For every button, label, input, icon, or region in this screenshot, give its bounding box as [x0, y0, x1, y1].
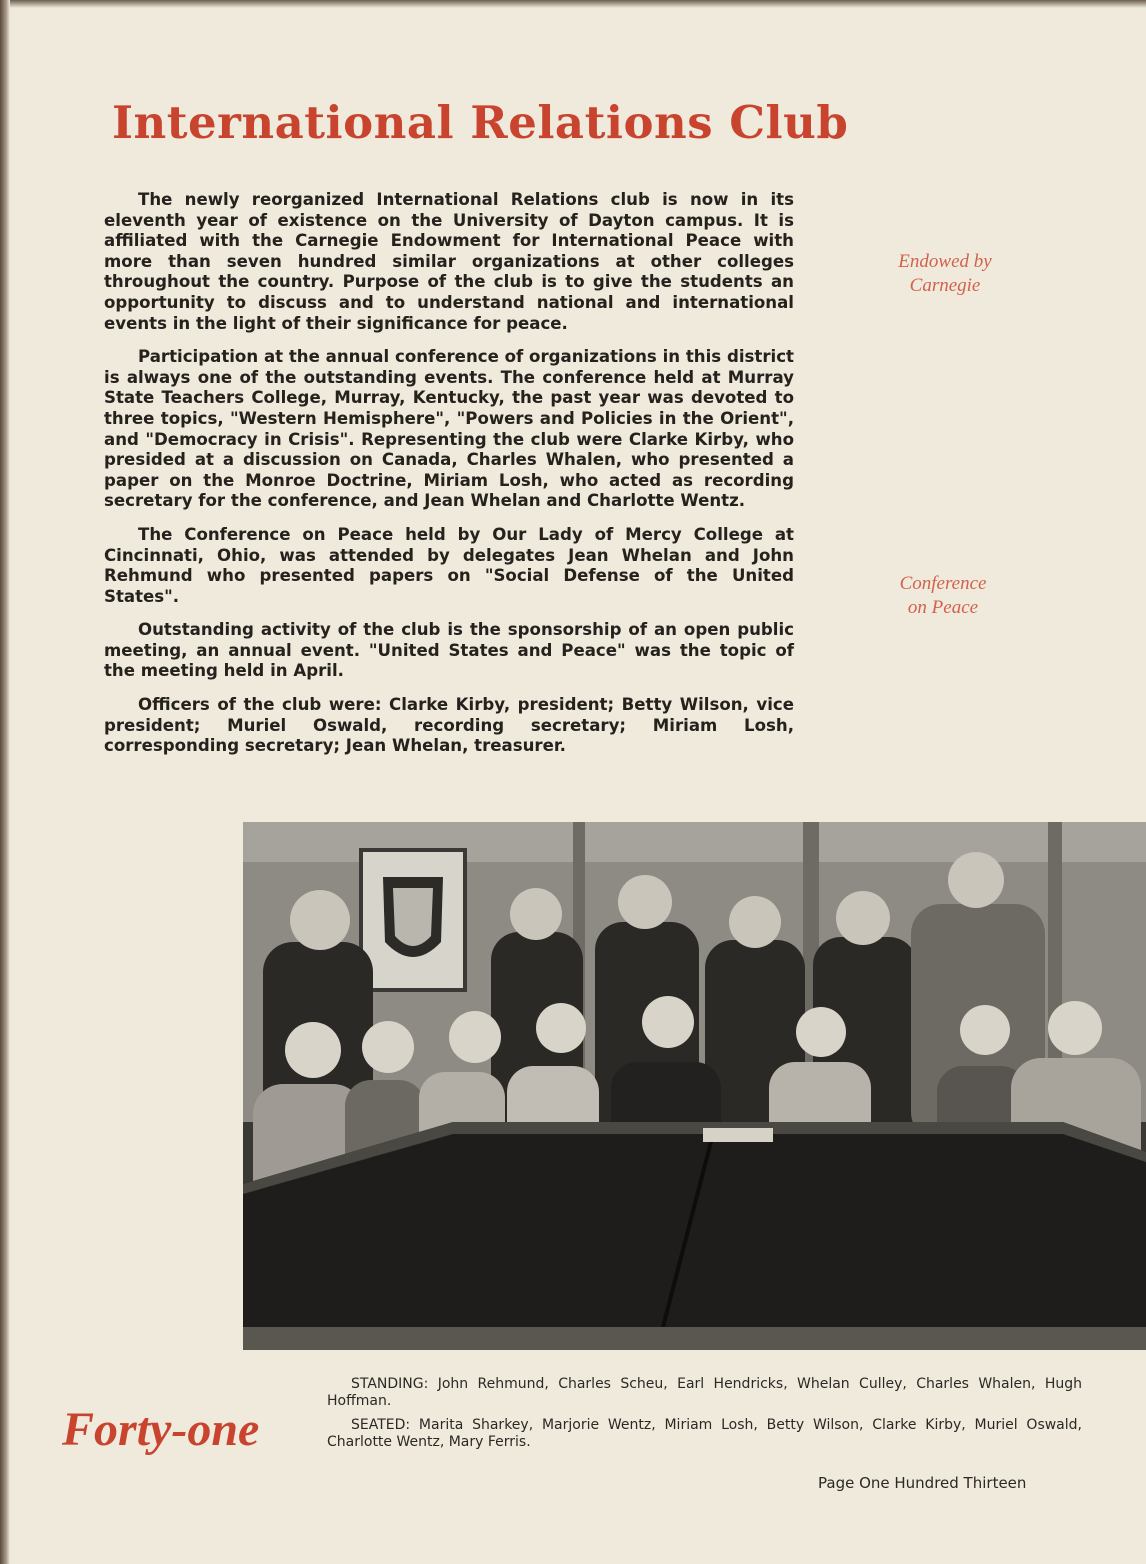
- sidenote-line: Endowed by: [898, 251, 992, 272]
- caption-standing: STANDING: John Rehmund, Charles Scheu, Earl Hendricks, Whelan Culley, Charles Whalen, Hugh Hoffman.: [327, 1376, 1082, 1409]
- paragraph-5: Officers of the club were: Clarke Kirby, president; Betty Wilson, vice president; Muriel Oswald, recording secretary; Miriam Losh, corresponding secretary; Jean Whelan, treasurer.: [104, 695, 794, 756]
- paragraph-2: Participation at the annual conference of organizations in this district is always one of the outstanding events. The conference held at Murray State Teachers College, Murray, Kentucky, the past year was devoted to three topics, "Western Hemisphere", "Powers and Policies in the Orient", and "Democracy in Crisis". Representing the club were Clarke Kirby, who presided at a discussion on Canada, Charles Whalen, who presented a paper on the Monroe Doctrine, Miriam Losh, who acted as recording secretary for the conference, and Jean Whelan and Charlotte Wentz.: [104, 347, 794, 511]
- sidenote-line: Conference: [899, 573, 987, 594]
- page-number: Page One Hundred Thirteen: [818, 1474, 1027, 1492]
- paragraph-3: The Conference on Peace held by Our Lady of Mercy College at Cincinnati, Ohio, was attended by delegates Jean Whelan and John Rehmund who presented papers on "Social Defense of the United States".: [104, 524, 794, 606]
- paragraph-1: The newly reorganized International Relations club is now in its eleventh year of existence on the University of Dayton campus. It is affiliated with the Carnegie Endowment for International Peace with more than seven hundred similar organizations at other colleges throughout the country. Purpose of the club is to give the students an opportunity to discuss and to understand national and international events in the light of their significance for peace.: [104, 190, 794, 333]
- caption-seated: SEATED: Marita Sharkey, Marjorie Wentz, Miriam Losh, Betty Wilson, Clarke Kirby, Muriel Oswald, Charlotte Wentz, Mary Ferris.: [327, 1417, 1082, 1450]
- page-edge-top: [0, 0, 1146, 8]
- sidenote-conference-on-peace: [853, 572, 1033, 620]
- sidenote-line: Carnegie: [909, 275, 981, 296]
- paragraph-4: Outstanding activity of the club is the sponsorship of an open public meeting, an annual event. "United States and Peace" was the topic of the meeting held in April.: [104, 620, 794, 681]
- photo-caption: [327, 1376, 1082, 1458]
- page-binding-edge: [0, 0, 10, 1564]
- group-photo-illustration: [243, 822, 1146, 1350]
- sidenote-endowed-by-carnegie: [855, 250, 1035, 298]
- sidenote-line: on Peace: [907, 597, 979, 618]
- section-number-mark: Forty-one: [62, 1403, 260, 1456]
- group-photograph: [243, 822, 1146, 1350]
- article-body: [104, 190, 794, 770]
- page-title: International Relations Club: [112, 96, 849, 149]
